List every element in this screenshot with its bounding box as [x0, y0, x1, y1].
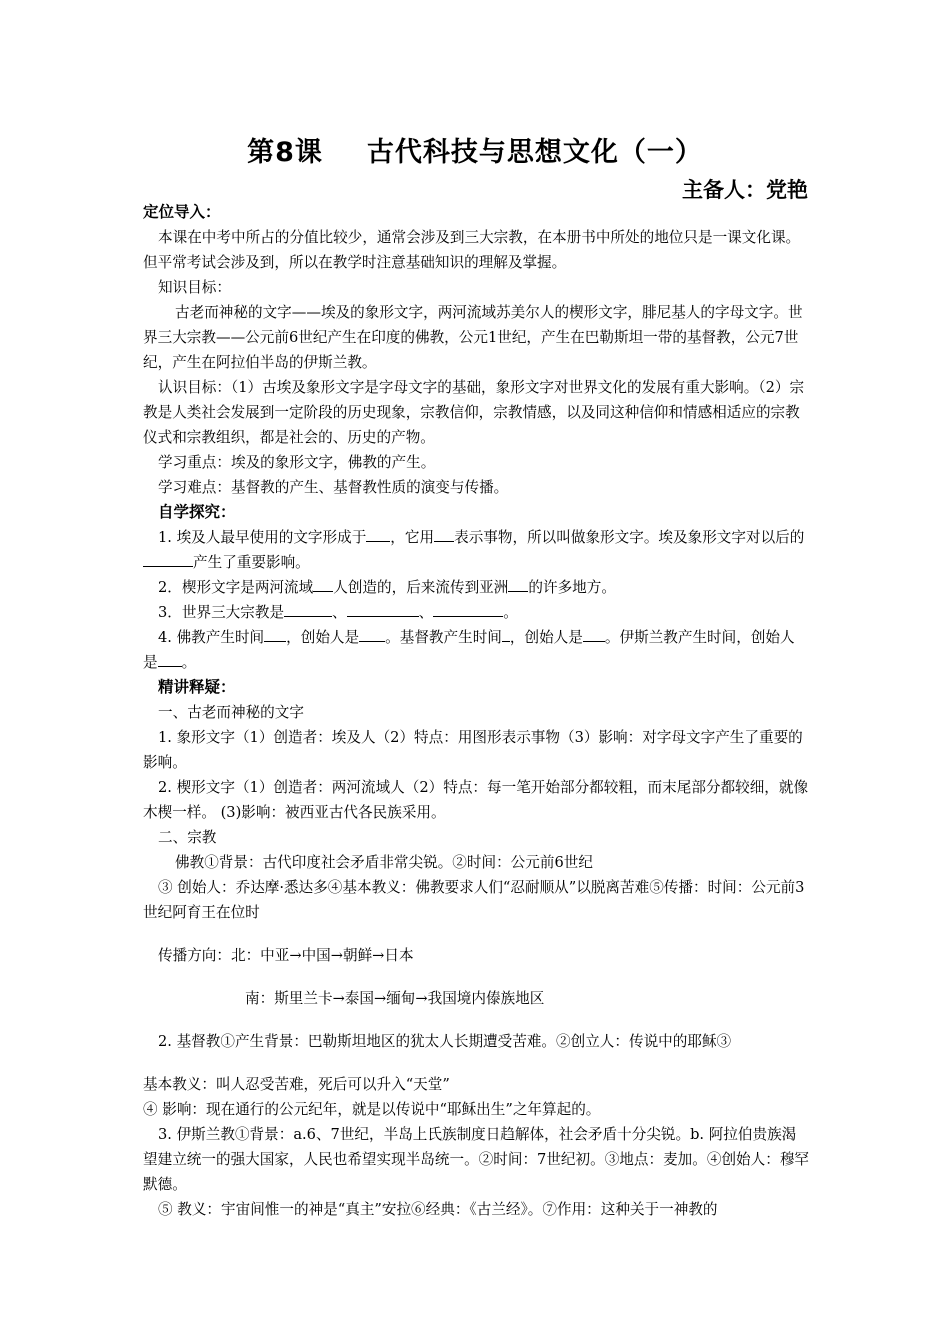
section-heading-explanation: 精讲释疑： — [158, 678, 236, 696]
answer-blank[interactable] — [264, 626, 286, 642]
author-line: 主备人：党艳 — [682, 178, 808, 202]
document-body — [143, 200, 809, 1222]
buddhism-line-2: ③ 创始人：乔达摩·悉达多④基本教义：佛教要求人们“忍耐顺从”以脱离苦难⑤传播：时间：公元前3世纪阿育王在位时 — [143, 879, 805, 921]
answer-blank[interactable] — [284, 601, 332, 617]
cuneiform-item: 2. 楔形文字（1）创造者：两河流域人（2）特点：每一笔开始部分都较粗，而末尾部分都较细，就像木楔一样。 (3)影响：被西亚古代各民族采用。 — [143, 779, 809, 821]
christianity-line-1: 2. 基督教①产生背景：巴勒斯坦地区的犹太人长期遭受苦难。②创立人：传说中的耶稣③ — [158, 1033, 732, 1050]
question-2: 2．楔形文字是两河流域 人创造的，后来流传到亚洲 的许多地方。 — [143, 575, 809, 600]
christianity-line-2: 基本教义：叫人忍受苦难，死后可以升入“天堂” — [143, 1076, 450, 1093]
key-point: 学习重点：埃及的象形文字，佛教的产生。 — [158, 454, 436, 471]
answer-blank[interactable] — [508, 576, 528, 592]
answer-blank[interactable] — [433, 601, 503, 617]
answer-blank[interactable] — [583, 626, 605, 642]
part-title-religion: 二、宗教 — [158, 829, 217, 846]
lesson-title: 古代科技与思想文化（一） — [366, 137, 703, 168]
answer-blank[interactable] — [313, 576, 333, 592]
page-title — [0, 130, 950, 169]
question-3: 3．世界三大宗教是 、 、 。 — [143, 600, 809, 625]
answer-blank[interactable] — [143, 551, 193, 567]
answer-blank[interactable] — [158, 651, 182, 667]
lesson-number: 第8课 — [247, 137, 323, 168]
answer-blank[interactable] — [359, 626, 385, 642]
part-title-writing: 一、古老而神秘的文字 — [158, 704, 304, 721]
islam-line-2: ⑤ 教义：宇宙间惟一的神是“真主”安拉⑥经典：《古兰经》。⑦作用：这种关于一神教的 — [158, 1201, 718, 1218]
islam-line-1: 3. 伊斯兰教①背景：a.6、7世纪，半岛上氏族制度日趋解体，社会矛盾十分尖锐。b. 阿拉伯贵族渴望建立统一的强大国家，人民也希望实现半岛统一。②时间：7世纪初。③地点：麦加。④创始人：穆罕默德。 — [143, 1126, 810, 1193]
spread-south: 南：斯里兰卡→泰国→缅甸→我国境内傣族地区 — [245, 990, 545, 1007]
christianity-line-3: ④ 影响：现在通行的公元纪年，就是以传说中“耶稣出生”之年算起的。 — [143, 1101, 601, 1118]
cognitive-paragraph: 认识目标：（1）古埃及象形文字是字母文字的基础，象形文字对世界文化的发展有重大影响。（2）宗教是人类社会发展到一定阶段的历史现象，宗教信仰，宗教情感，以及同这种信仰和情感相适应的宗教仪式和宗教组织，都是社会的、历史的产物。 — [143, 379, 805, 446]
spread-north: 传播方向：北：中亚→中国→朝鲜→日本 — [158, 947, 414, 964]
question-4: 4. 佛教产生时间 ，创始人是 。基督教产生时间 ，创始人是 。伊斯兰教产生时间，创始人是 。 — [143, 625, 809, 675]
answer-blank[interactable] — [366, 526, 390, 542]
knowledge-label: 知识目标： — [158, 279, 231, 296]
section-heading-intro: 定位导入： — [143, 203, 221, 221]
answer-blank[interactable] — [434, 526, 454, 542]
question-1: 1. 埃及人最早使用的文字形成于 ，它用 表示事物，所以叫做象形文字。埃及象形文字对以后的产生了重要影响。 — [143, 525, 809, 575]
knowledge-paragraph: 古老而神秘的文字——埃及的象形文字，两河流域苏美尔人的楔形文字，腓尼基人的字母文字。世界三大宗教——公元前6世纪产生在印度的佛教，公元1世纪，产生在巴勒斯坦一带的基督教，公元7世纪，产生在阿拉伯半岛的伊斯兰教。 — [143, 304, 803, 371]
answer-blank[interactable] — [502, 626, 510, 642]
difficulty-point: 学习难点：基督教的产生、基督教性质的演变与传播。 — [158, 479, 509, 496]
answer-blank[interactable] — [347, 601, 419, 617]
hieroglyph-item: 1. 象形文字（1）创造者：埃及人（2）特点：用图形表示事物（3）影响：对字母文字产生了重要的影响。 — [143, 729, 803, 771]
buddhism-line-1: 佛教①背景：古代印度社会矛盾非常尖锐。②时间：公元前6世纪 — [175, 854, 593, 871]
intro-paragraph: 本课在中考中所占的分值比较少，通常会涉及到三大宗教，在本册书中所处的地位只是一课文化课。但平常考试会涉及到，所以在教学时注意基础知识的理解及掌握。 — [143, 229, 801, 271]
section-heading-self-study: 自学探究： — [158, 503, 236, 521]
